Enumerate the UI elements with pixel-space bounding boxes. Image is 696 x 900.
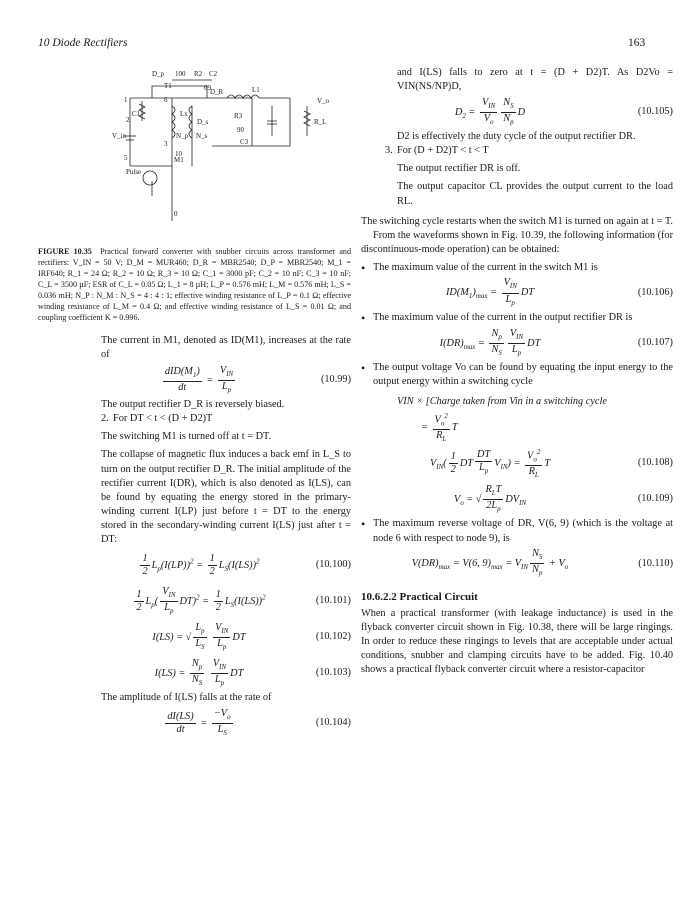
charge-line: VIN × [Charge taken from Vin in a switching cycle <box>397 396 607 408</box>
label-90: 90 <box>237 126 244 134</box>
label-c3: C3 <box>240 138 249 146</box>
right-p2: D2 is effectively the duty cycle of the output rectifier DR. <box>397 131 636 143</box>
list-item-2 <box>101 412 351 426</box>
list-item-3 <box>361 144 673 158</box>
label-3: 3 <box>164 140 168 148</box>
equation-charge: = $\frac{V_o^2}{R_L}$ T <box>421 411 458 444</box>
equation-10-107: $I(DR)_{max}$ = $\frac{N_p}{N_S}$ $\frac{V_{IN}}{L_p}$ DT (10.107) <box>439 327 673 357</box>
eq-num-10-99: (10.99) <box>320 374 351 386</box>
page-number: 163 <box>628 37 646 49</box>
label-10: 10 <box>175 150 182 158</box>
bullet-1-text: The maximum value of the current in the switch M1 is <box>373 261 598 273</box>
eq-num-10-110: (10.110) <box>638 557 673 569</box>
list-item-3-text: For (D + D2)T < t < T <box>397 145 489 157</box>
eq-num-10-100: (10.100) <box>315 559 351 571</box>
equation-10-105: $D_2$ = $\frac{V_{IN}}{V_o}$ $\frac{N_S}{N_p}$ D (10.105) <box>454 96 673 126</box>
running-header: 10 Diode Rectifiers <box>38 37 128 49</box>
right-p4: The output capacitor CL provides the output current to the load RL. <box>397 181 673 207</box>
label-69: 69 <box>204 84 211 92</box>
bullet-4 <box>361 517 673 545</box>
left-column <box>101 334 351 741</box>
equation-10-99: $\frac{dID(M_1)}{dt}$ = $\frac{V_{IN}}{L_p}$ (10.99) <box>164 364 351 394</box>
label-vin: V_in <box>112 132 126 140</box>
figure-caption <box>38 246 351 323</box>
list-item-3-num: 3. <box>385 145 393 157</box>
bullet-2 <box>361 311 673 325</box>
label-0: 0 <box>174 210 178 218</box>
left-p5: The amplitude of I(LS) falls at the rate of <box>101 692 272 704</box>
equation-10-104: $\frac{dI(LS)}{dt}$ = $\frac{-V_o}{L_S}$ (10.104) <box>167 707 351 737</box>
equation-10-100: $\frac{1}{2}$ $L_p(I(LP))^2$ = $\frac{1}{2}$ $L_S(I(LS))^2$ (10.100) <box>142 552 351 577</box>
label-r2: R2 <box>194 70 203 78</box>
label-r3: R3 <box>234 112 243 120</box>
list-item-2-num: 2. <box>101 413 109 425</box>
bullet-2-text: The maximum value of the current in the output rectifier DR is <box>373 312 633 324</box>
right-p7: When a practical transformer (with leakage inductance) is used in the flyback converter circuit shown in Fig. 10.38, there will be large ringings. In order to reduce these ringings to levels that are acceptable under actual conditions, snubber and clamping circuits have to be added. Fig. 10.40 shows a practical flyback converter circuit where a resistor-capacitor <box>361 607 673 676</box>
equation-10-103: I(LS) = $\frac{N_p}{N_S}$ $\frac{V_{IN}}{L_p}$ DT (10.103) <box>154 657 351 687</box>
left-p4: The collapse of magnetic flux induces a back emf in L_S to turn on the output rectifier D_R. The initial amplitude of the rectifier current I(DR), which is also denoted as I(LS), can be found by equating the energy stored in the primary-winding current I(LP) just before t = DT to the energy stored in the secondary-winding current I(LS) just after t = DT: <box>101 449 351 546</box>
label-lx: Lx <box>180 110 188 118</box>
left-p3: The switching M1 is turned off at t = DT. <box>101 431 272 443</box>
label-100: 100 <box>175 70 186 78</box>
eq-num-10-105: (10.105) <box>637 106 673 118</box>
bullet-3 <box>361 361 673 389</box>
bullet-4-text: The maximum reverse voltage of DR, V(6, 9) (which is the voltage at node 6 with respect to node 9), is <box>373 518 673 544</box>
eq-num-10-107: (10.107) <box>637 337 673 349</box>
eq-num-10-101: (10.101) <box>315 595 351 607</box>
eq-num-10-103: (10.103) <box>315 667 351 679</box>
equation-10-110: $V(DR)_{max} = V(6$, $9)_{max} = V_{IN}$ $\frac{N_S}{N_p}$ + $V_o$ (10.110) <box>411 548 673 578</box>
right-p5: The switching cycle restarts when the switch M1 is turned on again at t = T. <box>361 215 673 227</box>
right-column <box>361 66 673 677</box>
eq-num-10-102: (10.102) <box>315 631 351 643</box>
eq-num-10-106: (10.106) <box>637 286 673 298</box>
label-m1: M1 <box>174 156 184 164</box>
section-heading: 10.6.2.2 Practical Circuit <box>361 590 478 603</box>
bullet-3-text: The output voltage Vo can be found by equating the input energy to the output energy within a switching cycle <box>373 362 673 388</box>
label-c2: C2 <box>209 70 218 78</box>
circuit-schematic <box>112 66 337 226</box>
eq-num-10-104: (10.104) <box>315 717 351 729</box>
label-dr: D_R <box>210 88 224 96</box>
equation-10-106: $ID(M_1)_{max}$ = $\frac{V_{IN}}{L_p}$ DT (10.106) <box>445 277 673 307</box>
right-p1: and I(LS) falls to zero at t = (D + D2)T. As D2Vo = VIN(NS/NP)D, <box>397 67 673 93</box>
label-5: 5 <box>124 154 128 162</box>
figure-caption-text: Practical forward converter with snubber circuits across transformer and rectifiers: V_IN = 50 V; D_M = MUR460; D_R = MBR2540; D_P = MBR2540; M_1 = IRF640; R_1 = 24 Ω; R_2 = 10 Ω; R_3 = 10 Ω; C_1 = 3000 pF; C_2 = 10 nF; C_3 = 10 nF; C_L = 3500 µF; ESR of C_L = 0.05 Ω; L_1 = 8 µH; L_P = 0.576 mH; L_M = 0.576 mH; L_S = 0.036 mH; N_P : N_M : N_S = 4 : 4 : 1; effective winding resistance of L_P = 0.1 Ω; effective winding resistance of L_M = 0.4 Ω; and effective winding resistance of L_S = 0.01 Ω; and coupling coefficient K = 0.996. <box>38 247 352 322</box>
label-np: N_p <box>176 132 189 140</box>
label-rl: R_L <box>314 118 327 126</box>
left-p1: The current in M1, denoted as ID(M1), increases at the rate of <box>101 335 351 361</box>
figure-label: FIGURE 10.35 <box>38 247 92 256</box>
eq-num-10-109: (10.109) <box>637 493 673 505</box>
label-pulse: Pulse <box>126 168 142 176</box>
equation-10-109: $V_o$ = √ $\frac{R_LT}{2L_p}$ $DV_{IN}$ (10.109) <box>453 483 673 513</box>
label-t1: T1 <box>164 82 172 90</box>
right-p3: The output rectifier DR is off. <box>397 163 521 175</box>
label-ds: D_s <box>197 118 209 126</box>
label-l1: L1 <box>252 86 260 94</box>
label-2: 2 <box>126 116 130 124</box>
eq-num-10-108: (10.108) <box>637 457 673 469</box>
label-vo: V_o <box>317 97 330 105</box>
equation-10-101: $\frac{1}{2}$ $L_p$( $\frac{V_{IN}}{L_p}$ DT)$^2$ = $\frac{1}{2}$ $L_S(I(LS))^2$ (10.101) <box>136 585 351 615</box>
left-p2: The output rectifier D_R is reversely biased. <box>101 399 285 411</box>
list-item-2-text: For DT < t < (D + D2)T <box>113 413 213 425</box>
equation-10-102: I(LS) = √ $\frac{L_p}{L_S}$ $\frac{V_{IN}}{L_p}$ DT (10.102) <box>152 621 351 651</box>
right-p6: From the waveforms shown in Fig. 10.39, the following information (for discontinuous-mode operation) can be obtained: <box>361 229 674 255</box>
label-c1: C1 <box>132 110 141 118</box>
label-ns: N_s <box>196 132 208 140</box>
label-dp: D_p <box>152 70 165 78</box>
bullet-1 <box>361 261 673 275</box>
equation-10-108: $V_{IN}$( $\frac{1}{2}$ DT $\frac{DT}{L_p}$ $V_{IN}$) = $\frac{V_o^2}{R_L}$ T (10.108) <box>429 447 673 480</box>
label-6: 6 <box>164 96 168 104</box>
label-1: 1 <box>124 96 128 104</box>
